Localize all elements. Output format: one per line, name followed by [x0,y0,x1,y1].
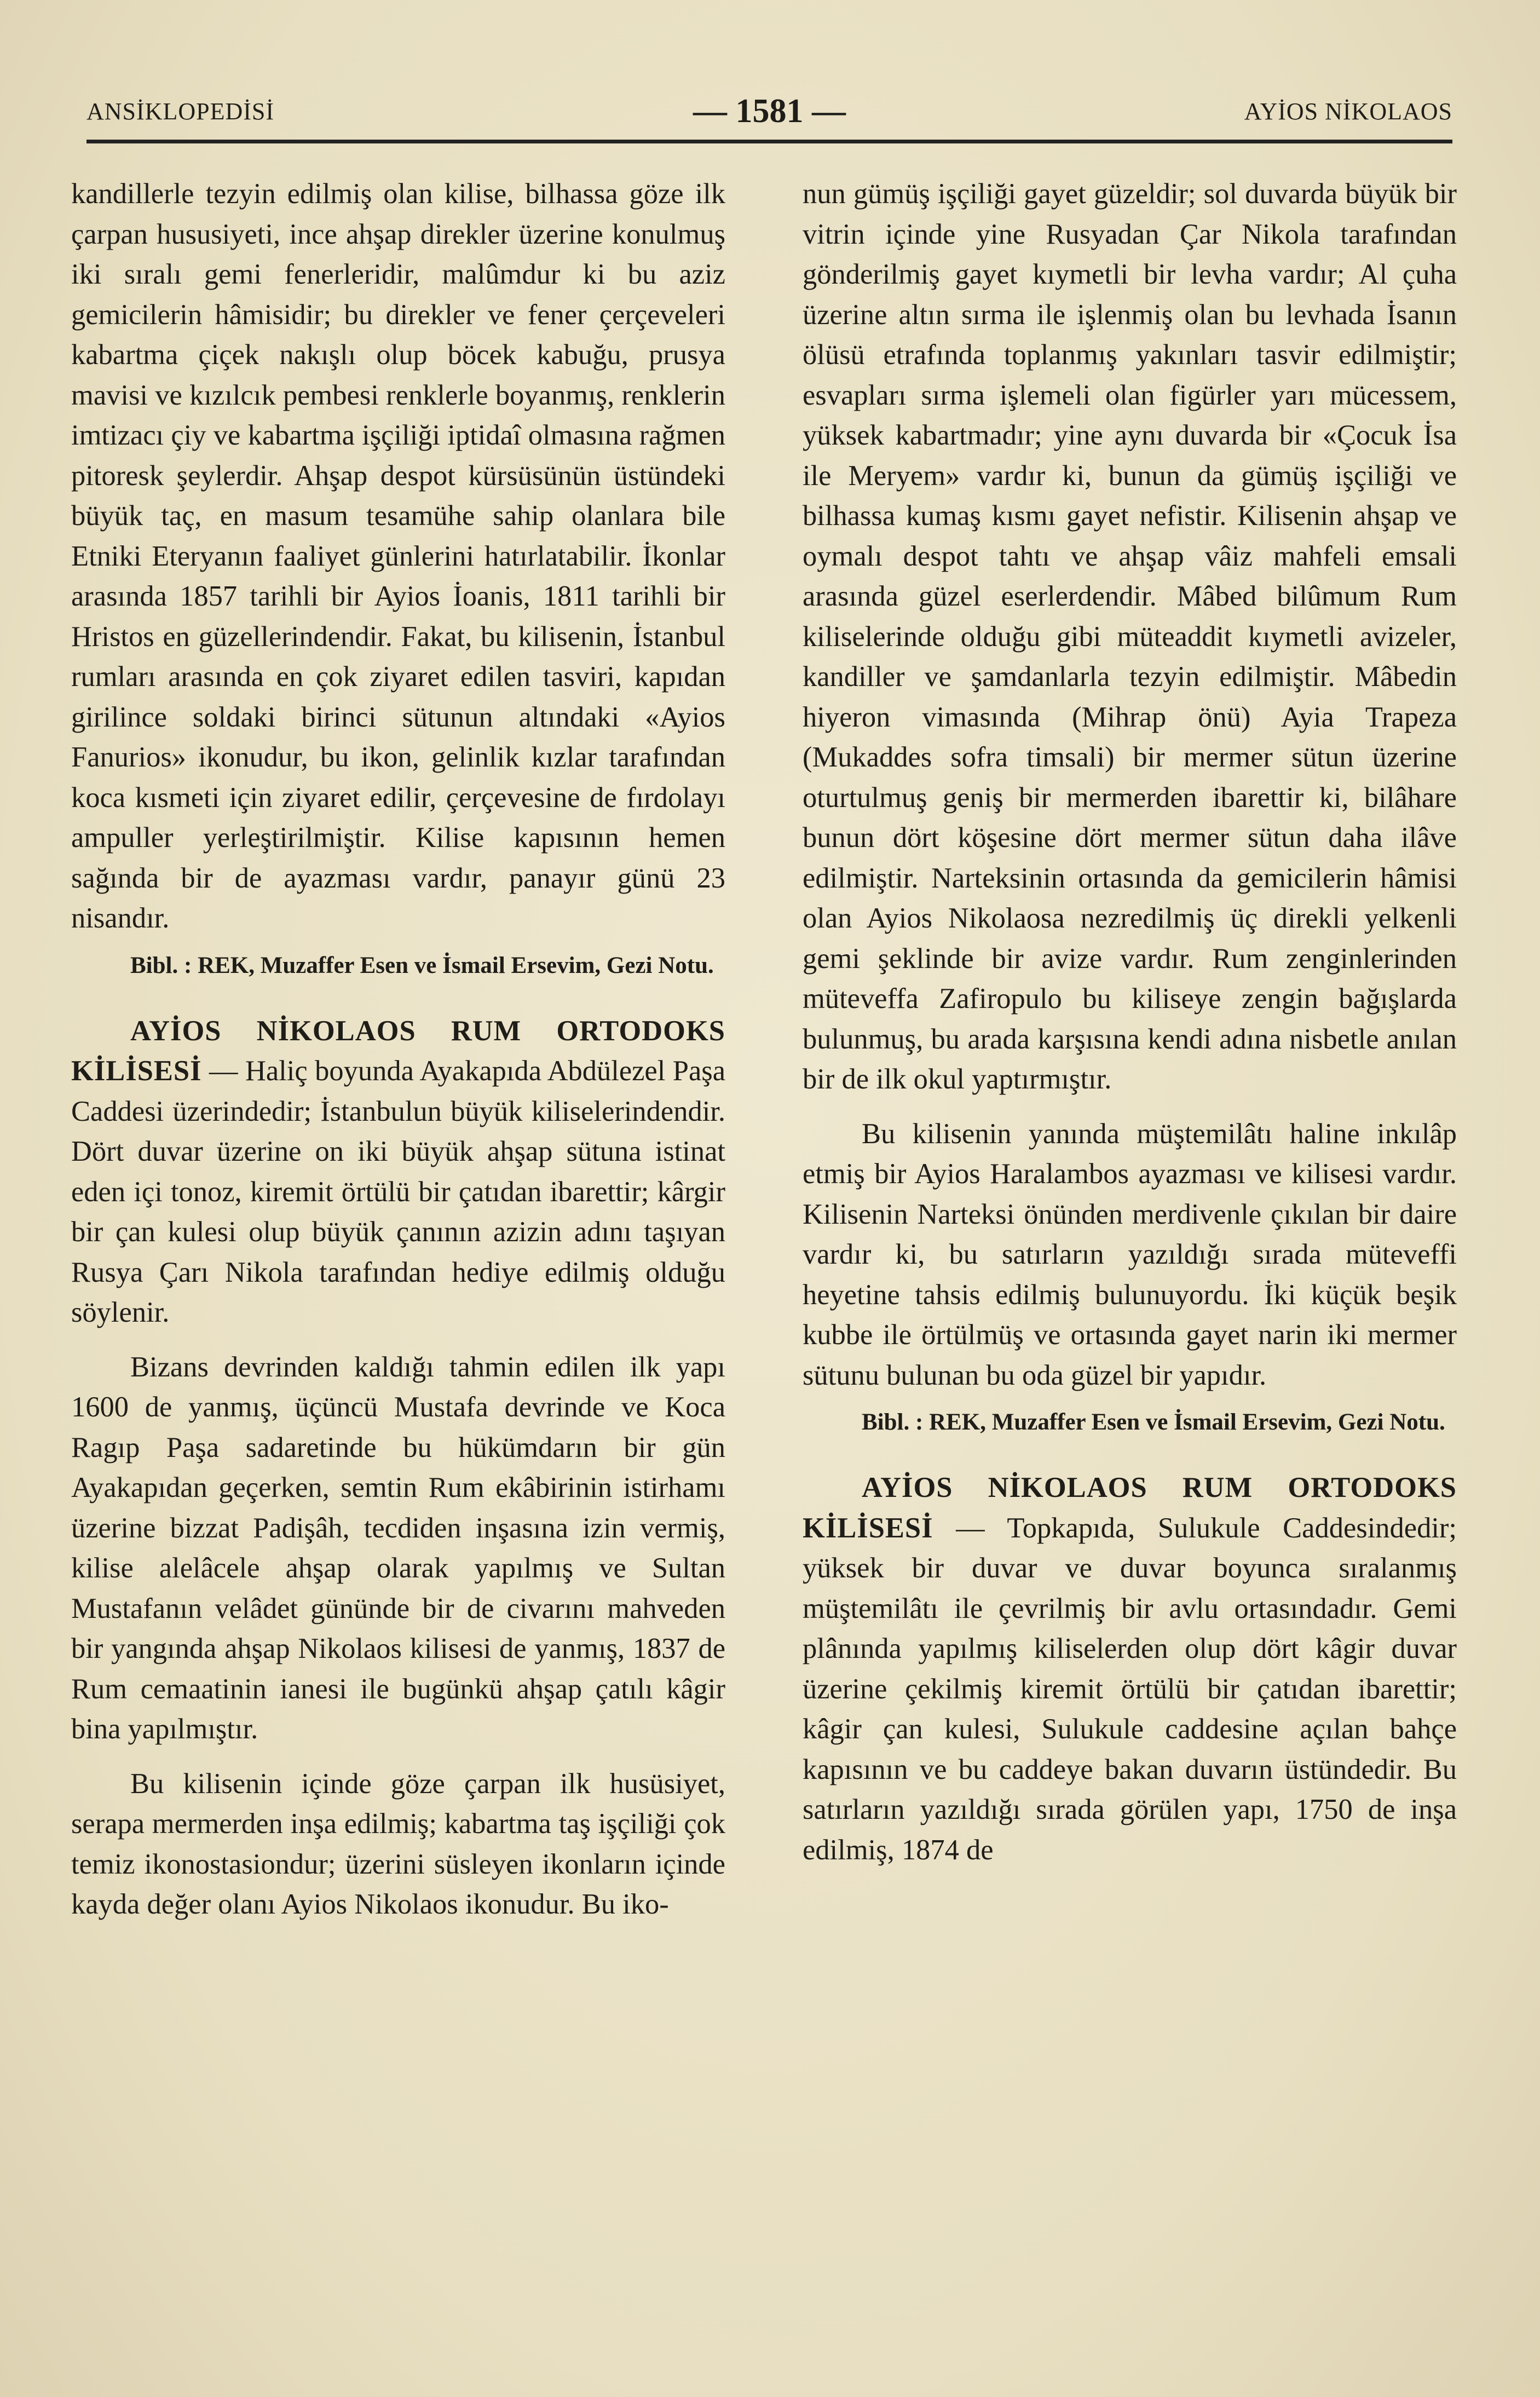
paragraph: Bizans devrinden kaldığı tahmin edilen ilk yapı 1600 de yanmış, üçüncü Mustafa devrinde ve Koca Ragıp Paşa sadaretinde bu hükümdarın bir gün Ayakapıdan geçerken, semtin Rum ekâbirinin istirhamı üzerine bizzat Padişâh, tecdiden inşasına izin vermiş, kilise alelâcele ahşap olarak yapılmış ve Sultan Mustafanın velâdet gününde bir de civarını mahveden bir yangında ahşap Nikolaos kilisesi de yanmış, 1837 de Rum cemaatinin ianesi ile bugünkü ahşap çatılı kâgir bina yapılmıştır. [71,1351,725,1745]
page-number: — 1581 — [693,93,846,130]
bibliography [803,1405,1457,1439]
entry-ayios-nikolaos-topkapi [803,1468,1457,1870]
entry-dash: — [201,1055,245,1087]
paragraph: Bu kilisenin içinde göze çarpan ilk husüsiyet, serapa mermerden inşa edilmiş; kabartma taş işçiliği çok temiz ikonostasiondur; üzerini süsleyen ikonların içinde kayda değer olanı Ayios Nikolaos ikonudur. Bu iko- [71,1767,725,1920]
entry-text: Haliç boyunda Ayakapıda Abdülezel Paşa Caddesi üzerindedir; İstanbulun büyük kiliselerindendir. Dört duvar üzerine on iki büyük ahşap sütuna istinat eden içi tonoz, kiremit örtülü bir çatıdan ibarettir; kârgir bir çan kulesi olup büyük çanının azizin adını taşıyan Rusya Çarı Nikola tarafından hediye edilmiş olduğu söylenir. [71,1055,725,1328]
paragraph: Bu kilisenin yanında müştemilâtı haline inkılâp etmiş bir Ayios Haralambos ayazması ve kilisesi vardır. Kilisenin Narteksi önünden merdivenle çıkılan bir daire vardır ki, bu satırların yazıldığı sırada müteveffi heyetine tahsis edilmiş bulunuyordu. İki küçük beşik kubbe ile örtülmüş ve ortasında gayet narin iki mermer sütunu bulunan bu oda güzel bir yapıdır. [803,1117,1457,1391]
header-rule [86,140,1452,143]
bibliography-label: Bibl. : [862,1409,924,1435]
header-right-title: AYİOS NİKOLAOS [1244,98,1452,125]
bibliography-text: REK, Muzaffer Esen ve İsmail Ersevim, Gezi Notu. [929,1409,1445,1435]
paragraph: nun gümüş işçiliği gayet güzeldir; sol duvarda büyük bir vitrin içinde yine Rusyadan Çar Nikola tarafından gönderilmiş gayet kıymetli bir levha vardır; Al çuha üzerine altın sırma ile işlenmiş olan bu levhada İsanın ölüsü etrafında toplanmış yakınları tasvir edilmiştir; esvapları sırma işlemeli olan figürler yarı mücessem, yüksek kabartmadır; yine aynı duvarda bir «Çocuk İsa ile Meryem» vardır ki, bunun da gümüş işçiliği ve bilhassa kumaş kısmı gayet nefistir. Kilisenin ahşap ve oymalı despot tahtı ve ahşap vâiz mahfeli emsali arasında güzel eserlerdendir. Mâbed bilûmum Rum kiliselerinde olduğu gibi müteaddit kıymetli avizeler, kandiller ve şamdanlarla tezyin edilmiştir. Mâbedin hiyeron vimasında (Mihrap önü) Ayia Trapeza (Mukaddes sofra timsali) bir mermer sütun üzerine oturtulmuş geniş bir mermerden ibarettir ki, bilâhare bunun dört köşesine dört mermer sütun daha ilâve edilmiştir. Narteksinin ortasında da gemicilerin hâmisi olan Ayios Nikolaosa nezredilmiş üç direkli yelkenli gemi şeklinde bir avize vardır. Rum zenginlerinden müteveffa Zafiropulo bu kiliseye zengin bağışlarda bulunmuş, bu arada karşısına kendi adına nisbetle anılan bir de ilk okul yaptırmıştır. [803,178,1457,1095]
entry-title: AYİOS NİKOLAOS RUM ORTODOKS KİLİSESİ [71,1015,725,1087]
bibliography-text: REK, Muzaffer Esen ve İsmail Ersevim, Gezi Notu. [198,952,714,978]
paragraph: kandillerle tezyin edilmiş olan kilise, bilhassa göze ilk çarpan hususiyeti, ince ahşap direkler üzerine konulmuş iki sıralı gemi fenerleridir, malûmdur ki bu aziz gemicilerin hâmisidir; bu direkler ve fener çerçeveleri kabartma çiçek nakışlı olup böcek kabuğu, prusya mavisi ve kızılcık pembesi renklerle boyanmış, renklerin imtizacı çiy ve kabartma işçiliği iptidaî olmasına rağmen pitoresk şeylerdir. Ahşap despot kürsüsünün üstündeki büyük taç, en masum tesamühe sahip olanlara bile Etniki Eteryanın faaliyet günlerini hatırlatabilir. İkonlar arasında 1857 tarihli bir Ayios İoanis, 1811 tarihli bir Hristos en güzellerindendir. Fakat, bu kilisenin, İstanbul rumları arasında en çok ziyaret edilen tasviri, kapıdan girilince soldaki birinci sütunun altındaki «Ayios Fanurios» ikonudur, bu ikon, gelinlik kızlar tarafından koca kısmeti için ziyaret edilir, çerçevesine de fırdolayı ampuller yerleştirilmiştir. Kilise kapısının hemen sağında bir de ayazması vardır, panayır günü 23 nisandır. [71,178,725,934]
entry-dash: — [933,1512,1007,1544]
header-left-title: ANSİKLOPEDİSİ [86,98,274,125]
entry-title: AYİOS NİKOLAOS RUM ORTODOKS KİLİSESİ [803,1472,1457,1544]
running-header [86,92,1452,134]
left-column [71,174,725,1925]
entry-text: Topkapıda, Sulukule Caddesindedir; yüksek bir duvar ve duvar boyunca sıralanmış müştemilâtı ile çevrilmiş bir avlu ortasındadır. Gemi plânında yapılmış kiliselerden olup dört kâgir duvar üzerine çekilmiş kiremit örtülü bir çatıdan ibarettir; kâgir çan kulesi, Sulukule caddesine açılan bahçe kapısının ve bu caddeye bakan duvarın üstündedir. Bu satırların yazıldığı sırada görülen yapı, 1750 de inşa edilmiş, 1874 de [803,1512,1457,1866]
right-column [803,174,1457,1870]
bibliography [71,949,725,983]
bibliography-label: Bibl. : [130,952,192,978]
entry-ayios-nikolaos-ayakapi [71,1011,725,1333]
